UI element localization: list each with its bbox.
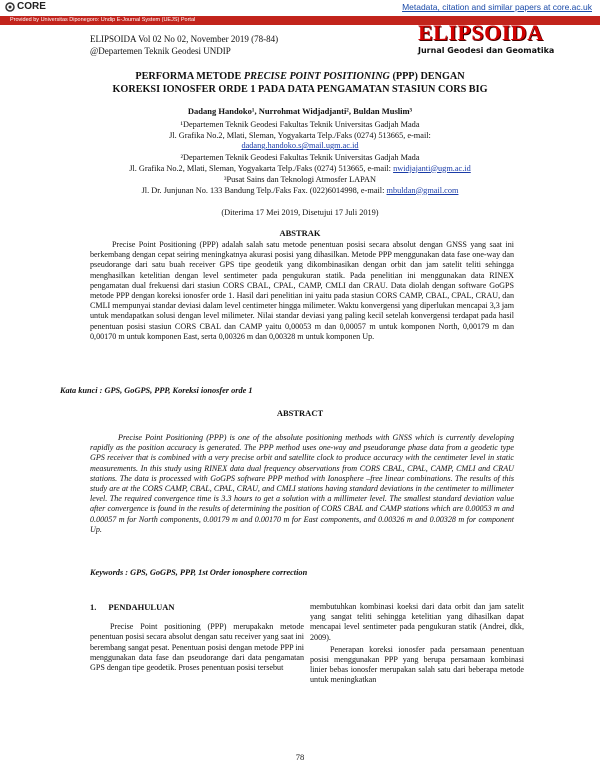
- title-part-1: PERFORMA METODE: [135, 71, 244, 82]
- abstract-body: Precise Point Positioning (PPP) is one of the absolute positioning methods with GNSS which is currently developing rapidly as the position accuracy is generated. The PPP method uses one-way and pseudorange phase data from a geodetic type GPS receiver that is combined with a very precise orbit and satellite clock to produce accuracy with the centimeter level in static measurements. In this study using RINEX data dual frequency observations from CORS CBAL, CPAL, CAMP, CMLI and CRAU stations. The data is processed with GoGPS software PPP method with Ionosphere –free linear combinations. The results of this study are at the CORS CAMP, CBAL, CPAL, CRAU, and CMLI stations having standard deviations in the centimeter to millimeter level. The required convergence time is 3.3 hours to get a solution with a millimeter level. The smallest standard deviation value after convergence is found in the results of determining the position of CORS CBAL and CAMP stations which are 0.00053 m and 0.00057 m for North components, 0.00179 m and 0.00170 m for East components, and 0.00326 m and 0.00328 m for component Up.: [90, 433, 514, 534]
- affiliation-1-email-link[interactable]: dadang.handoko.s@mail.ugm.ac.id: [241, 141, 359, 150]
- affiliation-3-email-link[interactable]: mbuldan@gmail.com: [386, 185, 459, 195]
- intro-section-number: 1.: [90, 602, 97, 612]
- affiliation-2-email-link[interactable]: nwidjajanti@ugm.ac.id: [393, 163, 471, 173]
- affiliation-2-address: Jl. Grafika No.2, Mlati, Sleman, Yogyakarta Telp./Faks (0274) 513665, e-mail:: [129, 163, 394, 173]
- abstract-keywords: Keywords : GPS, GoGPS, PPP, 1st Order ionosphere correction: [90, 568, 308, 577]
- intro-right-column: [310, 602, 524, 688]
- received-accepted-dates: (Diterima 17 Mei 2019, Disetujui 17 Juli 2019): [221, 208, 379, 217]
- title-part-2: (PPP) DENGAN: [389, 71, 465, 82]
- intro-heading: [90, 602, 304, 612]
- journal-logo: [418, 20, 594, 55]
- core-logo-icon: [5, 2, 15, 12]
- affiliation-2-name: ²Departemen Teknik Geodesi Fakultas Teknik Universitas Gadjah Mada: [180, 153, 420, 162]
- core-logo[interactable]: [5, 1, 46, 12]
- intro-left-paragraph: Precise Point positioning (PPP) merupakakn metode penentuan posisi secara absolut dengan satu receiver yang saat ini berembang sangat pesat. Penentuan posisi dengan metode PPP ini menggunakan data fase dan pseudorange dari data pengamatan GPS dengan tipe geodetik. Proses penentuan posisi tersebut: [90, 622, 304, 673]
- title-part-italic: PRECISE POINT POSITIONING: [243, 71, 390, 82]
- paper-title: [60, 70, 540, 96]
- affiliation-3: [60, 175, 540, 196]
- masthead: [90, 34, 278, 57]
- title-line-2: KOREKSI IONOSFER ORDE 1 PADA DATA PENGAMATAN STASIUN CORS BIG: [112, 84, 488, 95]
- intro-right-paragraph-2: Penerapan koreksi ionosfer pada persamaan penentuan posisi menggunakan PPP yang berupa persamaan kombinasi linier bebas ionosfer merupakan salah satu dari beberapa metode untuk meningkatkan: [310, 644, 524, 685]
- journal-copyright: @Departemen Teknik Geodesi UNDIP: [90, 45, 231, 56]
- journal-logo-name: ELIPSOIDA: [418, 20, 544, 45]
- intro-left-column: [90, 602, 304, 675]
- provided-by-banner[interactable]: Provided by Universitas Diponegoro: Undip E-Journal System (UEJS) Portal: [0, 16, 600, 25]
- intro-right-paragraph-1: membutuhkan kombinasi koeksi dari data orbit dan jam satelit yang sangat teliti sehingga ketelitian yang dihasilkan dapat mencapai level sentimeter pada pengukuran statik (Andrei, dkk, 2009).: [310, 602, 524, 642]
- abstract-heading: ABSTRACT: [276, 408, 324, 418]
- core-logo-text: CORE: [17, 1, 46, 12]
- affiliation-1: [60, 120, 540, 152]
- affiliation-2: [60, 153, 540, 174]
- journal-logo-subtitle: Jurnal Geodesi dan Geomatika: [418, 46, 555, 55]
- affiliation-1-address: Jl. Grafika No.2, Mlati, Sleman, Yogyakarta Telp./Faks (0274) 513665, e-mail:: [169, 130, 431, 140]
- affiliation-3-address: Jl. Dr. Junjunan No. 133 Bandung Telp./Faks Fax. (022)6014998, e-mail:: [141, 185, 387, 195]
- journal-citation: ELIPSOIDA Vol 02 No 02, November 2019 (78-84): [90, 34, 279, 44]
- abstrak-heading: ABSTRAK: [279, 228, 321, 238]
- page-number: 78: [295, 752, 305, 762]
- core-header-bar: [0, 0, 600, 16]
- core-metadata-link[interactable]: Metadata, citation and similar papers at core.ac.uk: [402, 2, 592, 12]
- intro-section-title: PENDAHULUAN: [108, 602, 175, 612]
- author-list: Dadang Handoko¹, Nurrohmat Widjadjanti², Buldan Muslim³: [187, 106, 413, 116]
- affiliation-3-name: ³Pusat Sains dan Teknologi Atmosfer LAPAN: [224, 175, 376, 184]
- abstrak-body: Precise Point Positioning (PPP) adalah salah satu metode penentuan posisi secara absolut dengan GNSS yang saat ini berkembang dengan cepat seiring meningkatnya akurasi posisi yang dihasilkan. Metode PPP menggunakan data fase one-way dan pseudorange dari satu buah receiver GPS tipe geodetik yang dikombinasikan dengan orbit dan jam satelit teliti sehingga menghasilkan ketelitian dengan level sentimeter pada pengukuran statik. Pada penelitian ini menggunakan data RINEX pengamatan dual frekuensi dari stasiun CORS CBAL, CPAL, CAMP, CMLI dan CRAU. Data diolah dengan software GoGPS metode PPP dengan koreksi ionosfer orde 1. Hasil dari penelitian ini yaitu pada stasiun CORS CAMP, CBAL, CPAL, CRAU, dan CMLI mempunyai standar deviasi dalam level centimeter hingga milimeter. Waktu konvergensi yang diperlukan mencapai 3,3 jam untuk mendapatkan solusi dengan level milimeter. Nilai standar deviasi yang paling kecil setelah konvergensi terdapat pada hasil penentuan posisi stasiun CORS CBAL dan CAMP yaitu 0,00053 m dan 0,00057 m untuk komponen North, 0,00179 m dan 0,00170 m untuk komponen East, serta 0,00326 m dan 0,00328 m untuk komponen Up.: [90, 240, 514, 341]
- affiliation-1-name: ¹Departemen Teknik Geodesi Fakultas Teknik Universitas Gadjah Mada: [180, 120, 420, 129]
- abstrak-keywords: Kata kunci : GPS, GoGPS, PPP, Koreksi ionosfer orde 1: [60, 386, 253, 395]
